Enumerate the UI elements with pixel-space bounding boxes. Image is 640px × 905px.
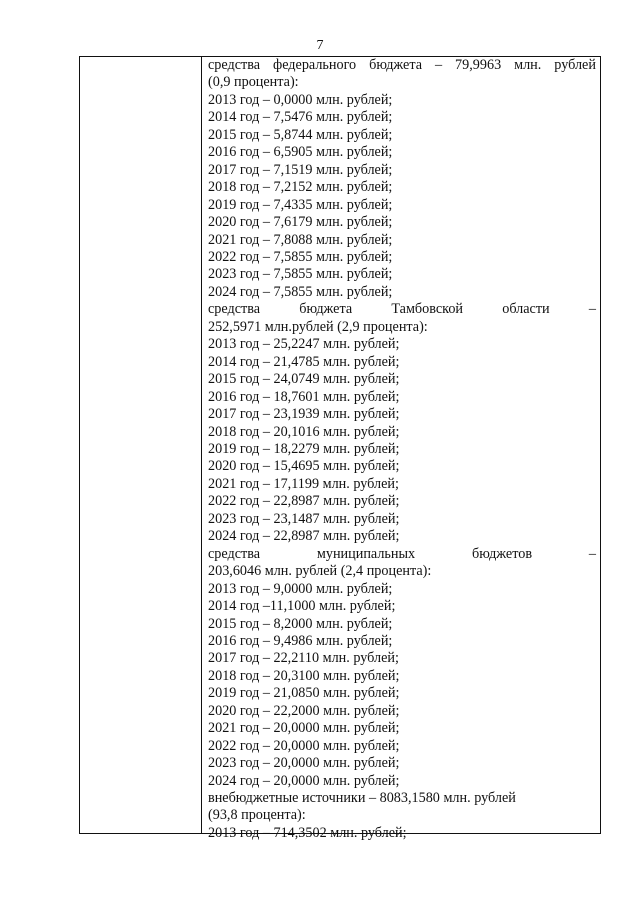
year-amount-line: 2022 год – 7,5855 млн. рублей; <box>208 248 393 265</box>
year-amount-line: 2020 год – 15,4695 млн. рублей; <box>208 458 400 475</box>
year-amount-line: 2018 год – 7,2152 млн. рублей; <box>208 179 393 196</box>
year-amount-line: 2013 год – 9,0000 млн. рублей; <box>208 580 393 597</box>
heading-word: средства <box>208 57 261 73</box>
year-amount-line: 2014 год –11,1000 млн. рублей; <box>208 598 396 615</box>
heading-word: 79,9963 <box>455 57 502 73</box>
year-amount-line: 2017 год – 22,2110 млн. рублей; <box>208 650 399 667</box>
heading-word: – <box>434 57 443 73</box>
year-amount-line: 2024 год – 7,5855 млн. рублей; <box>208 283 393 300</box>
heading-word: – <box>588 301 596 318</box>
year-amount-line: 2021 год – 20,0000 млн. рублей; <box>208 720 400 737</box>
year-amount-line: 2017 год – 23,1939 млн. рублей; <box>208 406 400 423</box>
heading-word: бюджетов <box>471 545 533 562</box>
year-amount-line: 2021 год – 17,1199 млн. рублей; <box>208 475 399 492</box>
year-amount-line: 2015 год – 8,2000 млн. рублей; <box>208 615 393 632</box>
year-amount-line: 2021 год – 7,8088 млн. рублей; <box>208 231 393 248</box>
funding-source-block <box>208 546 596 790</box>
year-amount-line: 2022 год – 22,8987 млн. рублей; <box>208 493 400 510</box>
financing-text-cell <box>208 57 596 842</box>
funding-source-total: (0,9 процента): <box>208 74 299 91</box>
year-amount-line: 2019 год – 7,4335 млн. рублей; <box>208 196 393 213</box>
year-amount-line: 2019 год – 21,0850 млн. рублей; <box>208 685 400 702</box>
year-amount-line: 2020 год – 22,2000 млн. рублей; <box>208 702 400 719</box>
year-amount-line: 2020 год – 7,6179 млн. рублей; <box>208 214 393 231</box>
funding-source-block <box>208 301 596 545</box>
heading-word: Тамбовской <box>391 301 464 318</box>
funding-source-block <box>208 57 596 301</box>
year-amount-line: 2024 год – 22,8987 млн. рублей; <box>208 528 400 545</box>
heading-word: – <box>588 545 596 562</box>
year-amount-line: 2022 год – 20,0000 млн. рублей; <box>208 737 400 754</box>
year-amount-line: 2013 год – 25,2247 млн. рублей; <box>208 336 400 353</box>
year-amount-line: 2016 год – 6,5905 млн. рублей; <box>208 144 393 161</box>
funding-source-total: (93,8 процента): <box>208 807 306 824</box>
heading-word: средства <box>208 301 261 318</box>
funding-source-heading <box>208 57 596 74</box>
year-amount-line: 2018 год – 20,3100 млн. рублей; <box>208 667 400 684</box>
heading-word: федерального <box>273 57 357 73</box>
funding-source-total: 252,5971 млн.рублей (2,9 процента): <box>208 318 428 335</box>
year-amount-line: 2019 год – 18,2279 млн. рублей; <box>208 440 400 457</box>
year-amount-line: 2015 год – 5,8744 млн. рублей; <box>208 126 393 143</box>
year-amount-line: 2017 год – 7,1519 млн. рублей; <box>208 161 393 178</box>
year-amount-line: 2024 год – 20,0000 млн. рублей; <box>208 772 400 789</box>
year-amount-line: 2023 год – 20,0000 млн. рублей; <box>208 755 400 772</box>
heading-word: муниципальных <box>316 545 416 562</box>
year-amount-line: 2023 год – 7,5855 млн. рублей; <box>208 266 393 283</box>
year-amount-line: 2014 год – 21,4785 млн. рублей; <box>208 353 400 370</box>
year-amount-line: 2016 год – 9,4986 млн. рублей; <box>208 632 393 649</box>
year-amount-line: 2013 год – 714,3502 млн. рублей; <box>208 824 407 841</box>
funding-source-block <box>208 790 596 842</box>
heading-word: области <box>502 301 550 318</box>
funding-source-total: 203,6046 млн. рублей (2,4 процента): <box>208 563 432 580</box>
funding-source-heading <box>208 301 596 318</box>
year-amount-line: 2014 год – 7,5476 млн. рублей; <box>208 109 393 126</box>
heading-word: средства <box>208 545 261 562</box>
funding-source-heading: внебюджетные источники – 8083,1580 млн. рублей <box>208 790 516 807</box>
year-amount-line: 2013 год – 0,0000 млн. рублей; <box>208 91 393 108</box>
year-amount-line: 2015 год – 24,0749 млн. рублей; <box>208 371 400 388</box>
financing-table <box>79 56 601 841</box>
heading-word: бюджета <box>369 57 423 73</box>
year-amount-line: 2023 год – 23,1487 млн. рублей; <box>208 510 400 527</box>
column-divider <box>201 57 202 833</box>
funding-source-heading <box>208 546 596 563</box>
year-amount-line: 2016 год – 18,7601 млн. рублей; <box>208 388 400 405</box>
heading-word: рублей <box>554 57 596 73</box>
year-amount-line: 2018 год – 20,1016 млн. рублей; <box>208 423 400 440</box>
page-number: 7 <box>316 38 324 53</box>
heading-word: млн. <box>514 57 542 73</box>
heading-word: бюджета <box>299 301 353 318</box>
